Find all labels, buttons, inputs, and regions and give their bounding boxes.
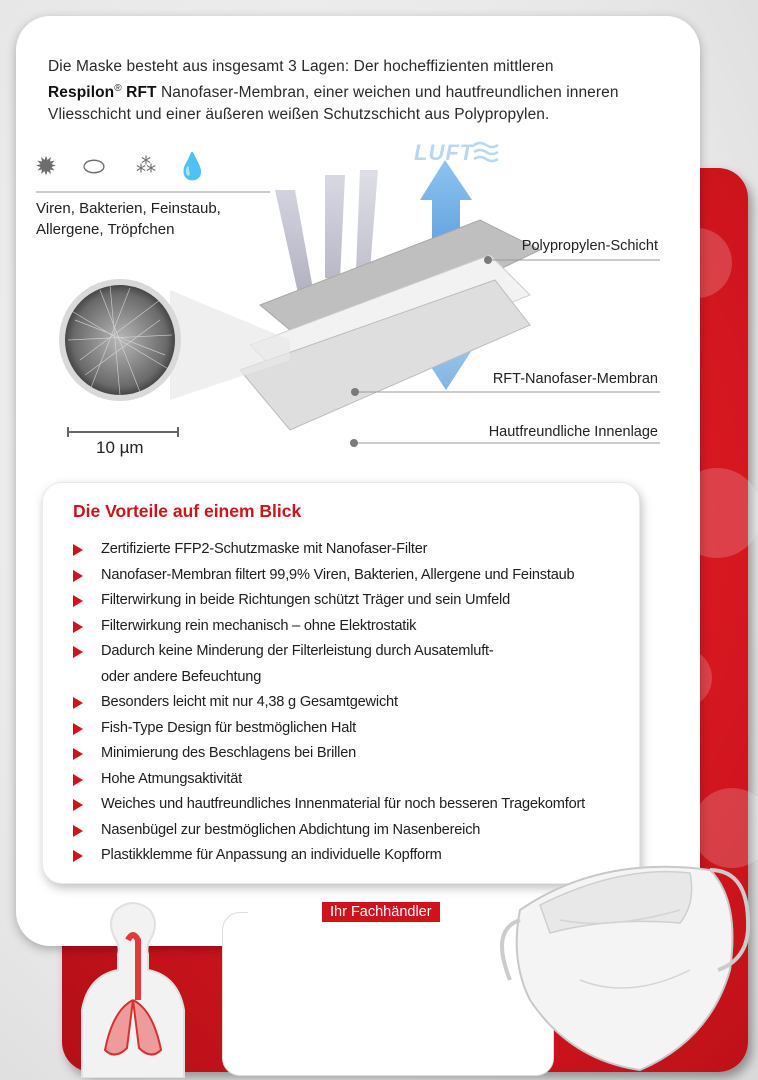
- intro-line-1: Die Maske besteht aus insgesamt 3 Lagen: Der hocheffizienten mittleren: [48, 58, 554, 75]
- virus-icon: ✹: [35, 151, 57, 181]
- arrow-icon: [73, 850, 83, 862]
- hazards-label: [36, 198, 276, 240]
- hazards-line-2: Allergene, Tröpfchen: [36, 221, 175, 238]
- list-item: Filterwirkung in beide Richtungen schützt Träger und sein Umfeld: [71, 588, 631, 614]
- nanofiber-layer-label: RFT-Nanofaser-Membran: [492, 371, 658, 387]
- arrow-icon: [73, 774, 83, 786]
- hazards-line-1: Viren, Bakterien, Feinstaub,: [36, 200, 221, 217]
- bacteria-icon: ⬭: [82, 151, 106, 181]
- droplet-icon: 💧: [176, 151, 209, 181]
- arrow-icon: [73, 595, 83, 607]
- dealer-label: Ihr Fachhändler: [330, 904, 432, 920]
- scale-label: 10 µm: [96, 438, 144, 457]
- list-item: Zertifizierte FFP2-Schutzmaske mit Nanofaser-Filter: [71, 537, 631, 563]
- list-item-continuation: oder andere Befeuchtung: [101, 668, 262, 685]
- arrow-icon: [73, 799, 83, 811]
- list-item: Nanofaser-Membran filtert 99,9% Viren, Bakterien, Allergene und Feinstaub: [71, 563, 631, 589]
- brand-name: Respilon: [48, 84, 115, 102]
- benefits-title: Die Vorteile auf einem Blick: [73, 501, 302, 521]
- list-item: Plastikklemme für Anpassung an individuelle Kopfform: [71, 843, 631, 869]
- intro-line-2-rest: Nanofaser-Membran, einer weichen und hautfreundlichen inneren: [156, 84, 619, 102]
- intro-line-3: Vliesschicht und einer äußeren weißen Schutzschicht aus Polypropylen.: [48, 106, 550, 124]
- hazard-arrow-2: [325, 175, 345, 280]
- dust-icon: ⁂: [136, 155, 156, 177]
- air-label: LUFT: [414, 140, 475, 165]
- list-item: Besonders leicht mit nur 4,38 g Gesamtgewicht: [71, 690, 631, 716]
- dealer-label-container: [322, 902, 440, 922]
- layer-diagram: [20, 130, 670, 480]
- arrow-icon: [73, 825, 83, 837]
- arrow-icon: [73, 544, 83, 556]
- benefits-box: [42, 482, 640, 884]
- brand-suffix: RFT: [126, 84, 157, 102]
- air-waves: [474, 143, 498, 161]
- list-item: Weiches und hautfreundliches Innenmaterial für noch besseren Tragekomfort: [71, 792, 631, 818]
- arrow-icon: [73, 697, 83, 709]
- lungs-icon: [78, 900, 188, 1078]
- list-item: Dadurch keine Minderung der Filterleistung durch Ausatemluft- oder andere Befeuchtung: [71, 639, 631, 690]
- ffp2-mask-image: [500, 850, 758, 1080]
- list-item: Minimierung des Beschlagens bei Brillen: [71, 741, 631, 767]
- brand-registered-mark: ®: [114, 83, 122, 94]
- arrow-icon: [73, 621, 83, 633]
- list-item: Fish-Type Design für bestmöglichen Halt: [71, 716, 631, 742]
- list-item: Hohe Atmungsaktivität: [71, 767, 631, 793]
- list-item: Nasenbügel zur bestmöglichen Abdichtung im Nasenbereich: [71, 818, 631, 844]
- inner-layer-label: Hautfreundliche Innenlage: [488, 424, 658, 440]
- arrow-icon: [73, 570, 83, 582]
- benefits-list: [71, 537, 631, 869]
- polypropylene-layer-label: Polypropylen-Schicht: [521, 238, 658, 254]
- arrow-icon: [73, 723, 83, 735]
- arrow-icon: [73, 748, 83, 760]
- hazard-arrow-3: [356, 170, 378, 270]
- intro-line-2: [48, 78, 668, 104]
- list-item: Filterwirkung rein mechanisch – ohne Elektrostatik: [71, 614, 631, 640]
- intro-paragraph: [48, 56, 668, 126]
- hazard-arrow-1: [275, 190, 315, 302]
- arrow-icon: [73, 646, 83, 658]
